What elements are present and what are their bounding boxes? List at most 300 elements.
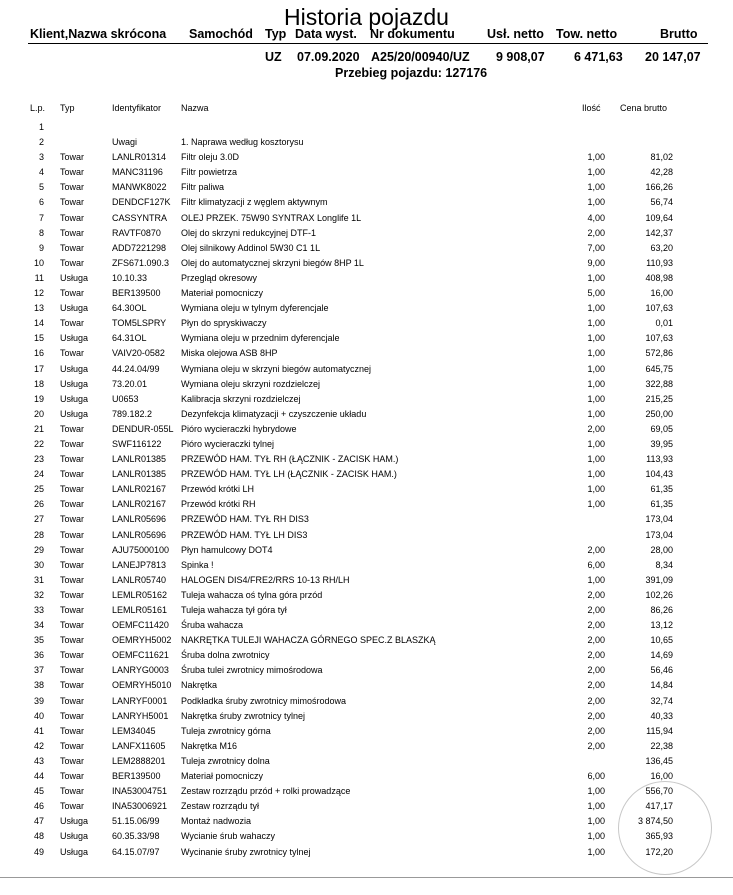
cell-qty: 1,00	[587, 438, 605, 449]
table-row	[0, 559, 733, 574]
cell-typ: Usługa	[60, 393, 89, 404]
cell-lp: 45	[33, 786, 44, 797]
cell-qty: 1,00	[587, 484, 605, 495]
cell-qty: 1,00	[587, 167, 605, 178]
cell-lp: 1	[38, 122, 44, 132]
cell-id: LANLR02167	[112, 499, 167, 510]
cell-typ: Towar	[60, 529, 85, 540]
cell-typ: Usługa	[60, 363, 89, 374]
cell-qty: 2,00	[587, 680, 605, 691]
table-row	[0, 740, 733, 755]
cell-id: LANLR02167	[112, 484, 167, 495]
cell-qty: 1,00	[587, 272, 605, 283]
header-car: Samochód	[189, 27, 253, 41]
cell-price: 109,64	[645, 212, 673, 223]
header-doc-no: Nr dokumentu	[370, 27, 455, 41]
cell-lp: 16	[33, 348, 44, 359]
cell-price: 104,43	[645, 469, 673, 480]
cell-typ: Towar	[60, 620, 85, 631]
cell-qty: 1,00	[587, 408, 605, 419]
cell-name: HALOGEN DIS4/FRE2/RRS 10-13 RH/LH	[181, 574, 350, 585]
cell-lp: 15	[33, 333, 44, 344]
cell-name: PRZEWÓD HAM. TYŁ LH DIS3	[181, 529, 308, 540]
cell-typ: Towar	[60, 318, 85, 329]
cell-typ: Towar	[60, 438, 85, 449]
cell-price: 166,26	[645, 182, 673, 193]
col-header-name: Nazwa	[181, 103, 209, 113]
summary-type: UZ	[265, 50, 282, 64]
cell-qty: 6,00	[587, 559, 605, 570]
cell-id: LANLR05696	[112, 514, 167, 525]
cell-id: U0653	[112, 393, 139, 404]
cell-typ: Towar	[60, 544, 85, 555]
cell-price: 61,35	[650, 484, 673, 495]
cell-id: ZFS671.090.3	[112, 257, 170, 268]
cell-name: Pióro wycieraczki tylnej	[181, 438, 275, 449]
col-header-lp: L.p.	[30, 103, 46, 113]
cell-price: 107,63	[645, 333, 673, 344]
cell-typ: Usługa	[60, 408, 89, 419]
cell-id: DENDUR-055L	[112, 423, 174, 434]
table-row	[0, 257, 733, 272]
cell-typ: Towar	[60, 348, 85, 359]
cell-lp: 22	[33, 438, 44, 449]
cell-id: BER139500	[112, 288, 161, 299]
cell-id: Uwagi	[112, 137, 138, 148]
cell-name: Olej do skrzyni redukcyjnej DTF-1	[181, 227, 317, 238]
cell-name: Śruba wahacza	[181, 620, 244, 631]
table-row	[0, 634, 733, 649]
cell-typ: Towar	[60, 212, 85, 223]
cell-lp: 37	[33, 665, 44, 676]
cell-qty: 7,00	[587, 242, 605, 253]
cell-price: 8,34	[655, 559, 673, 570]
cell-id: INA53004751	[112, 786, 168, 797]
cell-price: 391,09	[645, 574, 673, 585]
cell-qty: 2,00	[587, 589, 605, 600]
cell-price: 556,70	[645, 786, 673, 797]
cell-name: Tuleja wahacza oś tylna góra przód	[181, 589, 323, 600]
cell-id: MANWK8022	[112, 182, 167, 193]
cell-qty: 2,00	[587, 710, 605, 721]
cell-id: 51.15.06/99	[112, 816, 160, 827]
cell-typ: Towar	[60, 695, 85, 706]
cell-qty: 1,00	[587, 182, 605, 193]
cell-id: LEM2888201	[112, 755, 166, 766]
cell-name: Podkładka śruby zwrotnicy mimośrodowa	[181, 695, 347, 706]
cell-id: SWF116122	[112, 438, 162, 449]
cell-price: 14,84	[650, 680, 673, 691]
cell-lp: 32	[33, 589, 44, 600]
col-header-qty: Ilość	[582, 103, 601, 113]
cell-typ: Towar	[60, 559, 85, 570]
cell-qty: 2,00	[587, 740, 605, 751]
page-title: Historia pojazdu	[284, 4, 449, 30]
table-row	[0, 317, 733, 332]
cell-lp: 46	[33, 801, 44, 812]
cell-id: LEMLR05162	[112, 589, 168, 600]
table-row	[0, 453, 733, 468]
cell-price: 102,26	[645, 589, 673, 600]
cell-typ: Towar	[60, 469, 85, 480]
cell-id: LANEJP7813	[112, 559, 167, 570]
cell-id: 64.15.07/97	[112, 846, 160, 857]
cell-price: 572,86	[645, 348, 673, 359]
table-row	[0, 785, 733, 800]
cell-lp: 41	[33, 725, 44, 736]
cell-id: 10.10.33	[112, 272, 148, 283]
table-row	[0, 378, 733, 393]
cell-name: Filtr klimatyzacji z węglem aktywnym	[181, 197, 328, 208]
cell-price: 39,95	[650, 438, 673, 449]
cell-id: LANFX11605	[112, 740, 166, 751]
table-row	[0, 196, 733, 211]
cell-qty: 1,00	[587, 197, 605, 208]
cell-qty: 9,00	[587, 257, 605, 268]
header-type: Typ	[265, 27, 287, 41]
cell-price: 645,75	[645, 363, 673, 374]
cell-name: Przewód krótki RH	[181, 499, 256, 510]
cell-lp: 17	[33, 363, 44, 374]
table-row	[0, 468, 733, 483]
cell-price: 110,93	[646, 257, 673, 268]
cell-lp: 23	[33, 454, 44, 465]
summary-services-net: 9 908,07	[496, 50, 545, 64]
cell-name: Śruba dolna zwrotnicy	[181, 650, 270, 661]
cell-lp: 20	[33, 408, 44, 419]
cell-id: ADD7221298	[112, 242, 167, 253]
cell-qty: 1,00	[587, 454, 605, 465]
cell-price: 417,17	[645, 801, 673, 812]
cell-lp: 35	[33, 635, 44, 646]
cell-name: Filtr powietrza	[181, 167, 238, 178]
cell-typ: Towar	[60, 499, 85, 510]
cell-id: LANRYG0003	[112, 665, 169, 676]
cell-lp: 5	[38, 182, 44, 193]
cell-lp: 26	[33, 499, 44, 510]
cell-qty: 1,00	[587, 786, 605, 797]
cell-qty: 2,00	[587, 725, 605, 736]
cell-name: Tuleja zwrotnicy dolna	[181, 755, 270, 766]
cell-typ: Towar	[60, 167, 85, 178]
cell-name: Płyn do spryskiwaczy	[181, 318, 267, 329]
table-row	[0, 166, 733, 181]
cell-qty: 2,00	[587, 544, 605, 555]
cell-qty: 1,00	[587, 801, 605, 812]
cell-name: Wymiana oleju w tylnym dyferencjale	[181, 303, 329, 314]
cell-name: NAKRĘTKA TULEJI WAHACZA GÓRNEGO SPEC.Z BLASZKĄ	[181, 635, 436, 646]
cell-lp: 13	[33, 303, 44, 314]
cell-lp: 39	[33, 695, 44, 706]
cell-price: 63,20	[650, 242, 673, 253]
cell-lp: 47	[33, 816, 44, 827]
cell-name: Przegląd okresowy	[181, 272, 258, 283]
cell-qty: 2,00	[587, 665, 605, 676]
table-row	[0, 529, 733, 544]
cell-name: PRZEWÓD HAM. TYŁ RH DIS3	[181, 514, 309, 525]
cell-typ: Usługa	[60, 303, 89, 314]
header-goods-net: Tow. netto	[556, 27, 618, 41]
cell-id: OEMRYH5010	[112, 680, 172, 691]
table-row	[0, 695, 733, 710]
table-row	[0, 619, 733, 634]
cell-qty: 1,00	[587, 378, 605, 389]
cell-qty: 2,00	[587, 423, 605, 434]
table-row	[0, 302, 733, 317]
cell-qty: 1,00	[587, 348, 605, 359]
cell-id: MANC31196	[112, 167, 163, 178]
cell-name: Przewód krótki LH	[181, 484, 255, 495]
cell-price: 56,74	[650, 197, 673, 208]
cell-lp: 33	[33, 605, 44, 615]
cell-typ: Towar	[60, 227, 85, 238]
cell-price: 69,05	[650, 423, 673, 434]
table-row	[0, 347, 733, 362]
cell-id: LANLR01314	[112, 152, 167, 163]
cell-name: Wycinanie śruby zwrotnicy tylnej	[181, 846, 311, 857]
cell-price: 81,02	[650, 152, 673, 163]
cell-id: 64.31OL	[112, 333, 147, 344]
cell-name: Płyn hamulcowy DOT4	[181, 544, 273, 555]
cell-lp: 42	[33, 740, 44, 751]
table-row	[0, 332, 733, 347]
cell-price: 13,12	[650, 620, 673, 631]
cell-lp: 48	[33, 831, 44, 842]
cell-price: 115,94	[646, 725, 673, 736]
mileage: Przebieg pojazdu: 127176	[335, 66, 488, 80]
cell-qty: 1,00	[587, 831, 605, 842]
cell-qty: 1,00	[587, 318, 605, 329]
cell-typ: Towar	[60, 197, 85, 208]
cell-typ: Usługa	[60, 816, 89, 827]
cell-id: BER139500	[112, 771, 161, 782]
table-row	[0, 438, 733, 453]
header-client: Klient,Nazwa skrócona	[30, 27, 167, 41]
table-row	[0, 483, 733, 498]
cell-qty: 1,00	[587, 393, 605, 404]
cell-price: 172,20	[645, 846, 673, 857]
cell-qty: 2,00	[587, 635, 605, 646]
items-table	[0, 121, 733, 861]
cell-price: 136,45	[645, 755, 673, 766]
cell-typ: Usługa	[60, 378, 89, 389]
cell-lp: 29	[33, 544, 44, 555]
cell-qty: 2,00	[587, 695, 605, 706]
cell-name: Śruba tulei zwrotnicy mimośrodowa	[181, 665, 323, 676]
table-row	[0, 242, 733, 257]
cell-name: PRZEWÓD HAM. TYŁ RH (ŁĄCZNIK - ZACISK HAM.)	[181, 454, 399, 465]
cell-typ: Towar	[60, 635, 85, 646]
summary-date: 07.09.2020	[297, 50, 360, 64]
table-row	[0, 393, 733, 408]
table-row	[0, 121, 733, 136]
cell-name: Olej silnikowy Addinol 5W30 C1 1L	[181, 242, 321, 253]
cell-typ: Towar	[60, 484, 85, 495]
cell-id: OEMRYH5002	[112, 635, 172, 646]
cell-typ: Usługa	[60, 846, 89, 857]
cell-name: Zestaw rozrządu przód + rolki prowadzące	[181, 786, 351, 797]
cell-qty: 1,00	[587, 816, 605, 827]
table-row	[0, 423, 733, 438]
cell-lp: 3	[38, 152, 44, 163]
cell-name: Miska olejowa ASB 8HP	[181, 348, 278, 359]
cell-name: Nakrętka śruby zwrotnicy tylnej	[181, 710, 306, 721]
cell-id: TOM5LSPRY	[112, 318, 167, 329]
cell-name: Tuleja zwrotnicy górna	[181, 725, 271, 736]
cell-lp: 12	[33, 288, 44, 299]
cell-name: Tuleja wahacza tył góra tył	[181, 605, 287, 615]
cell-name: Zestaw rozrządu tył	[181, 801, 260, 812]
cell-id: LANLR05740	[112, 574, 167, 585]
cell-typ: Towar	[60, 786, 85, 797]
cell-name: Pióro wycieraczki hybrydowe	[181, 423, 297, 434]
cell-id: AJU75000100	[112, 544, 170, 555]
cell-price: 32,74	[650, 695, 673, 706]
cell-name: Olej do automatycznej skrzyni biegów 8HP 1L	[181, 257, 364, 268]
cell-name: Wymiana oleju skrzyni rozdzielczej	[181, 378, 320, 389]
cell-id: DENDCF127K	[112, 197, 171, 208]
cell-lp: 14	[33, 318, 44, 329]
cell-lp: 4	[38, 167, 44, 178]
table-row	[0, 589, 733, 604]
cell-lp: 9	[38, 242, 44, 253]
cell-typ: Towar	[60, 605, 85, 615]
table-row	[0, 679, 733, 694]
cell-typ: Towar	[60, 710, 85, 721]
table-row	[0, 151, 733, 166]
table-row	[0, 287, 733, 302]
cell-name: Materiał pomocniczy	[181, 288, 264, 299]
cell-name: Wymiana oleju w skrzyni biegów automatycznej	[181, 363, 371, 374]
cell-id: LEMLR05161	[112, 605, 168, 615]
table-row	[0, 604, 733, 619]
table-row	[0, 725, 733, 740]
cell-id: INA53006921	[112, 801, 168, 812]
cell-id: 789.182.2	[112, 408, 153, 419]
cell-lp: 27	[33, 514, 44, 525]
cell-lp: 18	[33, 378, 44, 389]
cell-id: 73.20.01	[112, 378, 148, 389]
cell-lp: 24	[33, 469, 44, 480]
col-header-id: Identyfikator	[112, 103, 162, 113]
cell-typ: Towar	[60, 740, 85, 751]
cell-typ: Towar	[60, 755, 85, 766]
cell-lp: 28	[33, 529, 44, 540]
cell-id: 60.35.33/98	[112, 831, 160, 842]
cell-typ: Towar	[60, 454, 85, 465]
table-row	[0, 408, 733, 423]
cell-typ: Towar	[60, 725, 85, 736]
table-row	[0, 544, 733, 559]
cell-lp: 11	[34, 272, 44, 283]
header-date: Data wyst.	[295, 27, 357, 41]
cell-typ: Towar	[60, 574, 85, 585]
cell-price: 86,26	[650, 605, 673, 615]
cell-name: Wycianie śrub wahaczy	[181, 831, 275, 842]
cell-typ: Towar	[60, 665, 85, 676]
cell-price: 22,38	[650, 740, 673, 751]
cell-qty: 4,00	[587, 212, 605, 223]
cell-price: 215,25	[645, 393, 673, 404]
cell-lp: 21	[33, 423, 44, 434]
cell-name: Filtr paliwa	[181, 182, 225, 193]
cell-qty: 1,00	[587, 303, 605, 314]
cell-price: 10,65	[650, 635, 673, 646]
table-row	[0, 649, 733, 664]
cell-id: 64.30OL	[112, 303, 147, 314]
cell-lp: 49	[33, 846, 44, 857]
table-row	[0, 574, 733, 589]
cell-name: Filtr oleju 3.0D	[181, 152, 240, 163]
bottom-divider	[0, 877, 733, 878]
cell-id: VAIV20-0582	[112, 348, 165, 359]
cell-lp: 43	[33, 755, 44, 766]
table-row	[0, 755, 733, 770]
cell-typ: Towar	[60, 680, 85, 691]
table-row	[0, 770, 733, 785]
cell-typ: Towar	[60, 771, 85, 782]
table-row	[0, 363, 733, 378]
cell-lp: 7	[38, 212, 44, 223]
cell-typ: Towar	[60, 288, 85, 299]
cell-lp: 44	[33, 771, 44, 782]
cell-id: LANRYH5001	[112, 710, 169, 721]
col-header-typ: Typ	[60, 103, 75, 113]
table-row	[0, 664, 733, 679]
cell-lp: 6	[38, 197, 44, 208]
cell-price: 173,04	[645, 529, 673, 540]
cell-name: PRZEWÓD HAM. TYŁ LH (ŁĄCZNIK - ZACISK HAM.)	[181, 469, 397, 480]
cell-id: LEM34045	[112, 725, 156, 736]
cell-qty: 1,00	[587, 333, 605, 344]
cell-price: 14,69	[650, 650, 673, 661]
cell-price: 3 874,50	[637, 816, 673, 827]
cell-lp: 25	[33, 484, 44, 495]
header-divider	[28, 43, 708, 44]
cell-name: Nakrętka	[181, 680, 218, 691]
cell-qty: 2,00	[587, 605, 605, 615]
cell-name: Montaż nadwozia	[181, 816, 252, 827]
cell-id: CASSYNTRA	[112, 212, 168, 223]
cell-id: LANRYF0001	[112, 695, 168, 706]
cell-qty: 1,00	[587, 574, 605, 585]
cell-name: OLEJ PRZEK. 75W90 SYNTRAX Longlife 1L	[181, 212, 362, 223]
cell-qty: 1,00	[587, 846, 605, 857]
cell-id: LANLR01385	[112, 469, 167, 480]
cell-typ: Towar	[60, 242, 85, 253]
cell-typ: Towar	[60, 423, 85, 434]
cell-price: 16,00	[650, 288, 673, 299]
cell-qty: 1,00	[587, 152, 605, 163]
cell-price: 365,93	[645, 831, 673, 842]
table-row	[0, 272, 733, 287]
cell-id: LANLR01385	[112, 454, 167, 465]
cell-typ: Towar	[60, 801, 85, 812]
header-services-net: Usł. netto	[487, 27, 544, 41]
cell-name: 1. Naprawa według kosztorysu	[181, 137, 304, 148]
cell-lp: 2	[38, 137, 44, 148]
cell-name: Spinka !	[181, 559, 214, 570]
cell-qty: 1,00	[587, 469, 605, 480]
cell-lp: 10	[33, 257, 44, 268]
summary-doc-no: A25/20/00940/UZ	[371, 50, 470, 64]
cell-price: 142,37	[645, 227, 673, 238]
cell-typ: Usługa	[60, 333, 89, 344]
cell-id: RAVTF0870	[112, 227, 161, 238]
cell-id: 44.24.04/99	[112, 363, 160, 374]
cell-price: 28,00	[650, 544, 673, 555]
cell-lp: 30	[33, 559, 44, 570]
